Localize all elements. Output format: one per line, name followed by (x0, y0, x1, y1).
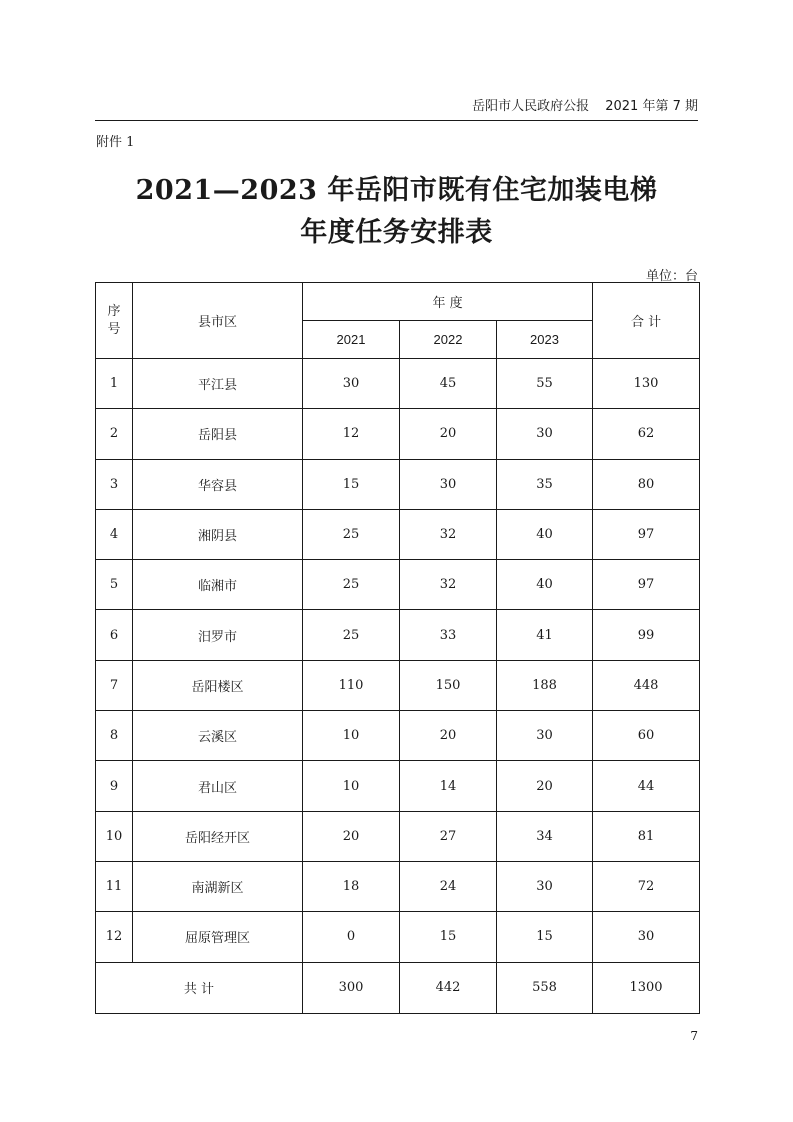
cell-2023: 30 (497, 861, 593, 911)
cell-2023: 188 (497, 660, 593, 710)
running-header (95, 98, 698, 121)
cell-2022: 14 (400, 761, 497, 811)
cell-2021: 25 (303, 560, 400, 610)
cell-seq: 11 (96, 861, 133, 911)
cell-total: 99 (593, 610, 700, 660)
cell-2021: 20 (303, 811, 400, 861)
cell-2021: 0 (303, 912, 400, 962)
publication-name: 岳阳市人民政府公报 (472, 99, 590, 114)
cell-county: 临湘市 (133, 560, 303, 610)
cell-2021: 15 (303, 459, 400, 509)
attachment-label: 附件 1 (96, 135, 135, 150)
cell-total: 62 (593, 409, 700, 459)
table-row (96, 610, 700, 660)
cell-2022: 150 (400, 660, 497, 710)
cell-2022: 24 (400, 861, 497, 911)
cell-2023: 41 (497, 610, 593, 660)
cell-seq: 10 (96, 811, 133, 861)
total-2023: 558 (497, 962, 593, 1013)
cell-seq: 3 (96, 459, 133, 509)
grand-total: 1300 (593, 962, 700, 1013)
cell-total: 44 (593, 761, 700, 811)
cell-2022: 32 (400, 509, 497, 559)
table-row (96, 811, 700, 861)
cell-2021: 110 (303, 660, 400, 710)
cell-total: 81 (593, 811, 700, 861)
cell-2021: 18 (303, 861, 400, 911)
cell-seq: 8 (96, 711, 133, 761)
cell-seq: 6 (96, 610, 133, 660)
header-year-2023: 2023 (497, 321, 593, 359)
cell-seq: 12 (96, 912, 133, 962)
cell-2021: 25 (303, 610, 400, 660)
document-title-line-1: 2021—2023 年岳阳市既有住宅加装电梯 (135, 175, 658, 206)
cell-county: 南湖新区 (133, 861, 303, 911)
cell-2022: 20 (400, 409, 497, 459)
cell-2023: 20 (497, 761, 593, 811)
table-row (96, 660, 700, 710)
cell-county: 岳阳楼区 (133, 660, 303, 710)
cell-county: 湘阴县 (133, 509, 303, 559)
table-header-row (96, 283, 700, 321)
cell-2023: 30 (497, 711, 593, 761)
cell-seq: 7 (96, 660, 133, 710)
cell-2023: 55 (497, 359, 593, 409)
task-table (95, 282, 700, 1014)
cell-total: 97 (593, 509, 700, 559)
header-year-group: 年 度 (303, 283, 593, 321)
cell-total: 130 (593, 359, 700, 409)
table-row (96, 912, 700, 962)
table-row (96, 359, 700, 409)
header-seq (96, 283, 133, 359)
cell-county: 华容县 (133, 459, 303, 509)
cell-county: 岳阳经开区 (133, 811, 303, 861)
cell-county: 岳阳县 (133, 409, 303, 459)
cell-total: 72 (593, 861, 700, 911)
cell-2021: 30 (303, 359, 400, 409)
issue-number: 2021 年第 7 期 (605, 99, 698, 114)
table-row (96, 761, 700, 811)
cell-2023: 40 (497, 560, 593, 610)
header-year-2022: 2022 (400, 321, 497, 359)
cell-2022: 32 (400, 560, 497, 610)
table-row (96, 509, 700, 559)
table-row (96, 409, 700, 459)
cell-2022: 33 (400, 610, 497, 660)
table-total-row (96, 962, 700, 1013)
total-label: 共 计 (96, 962, 303, 1013)
cell-2023: 34 (497, 811, 593, 861)
cell-total: 97 (593, 560, 700, 610)
cell-seq: 9 (96, 761, 133, 811)
document-title-line-2: 年度任务安排表 (300, 217, 493, 248)
cell-2023: 40 (497, 509, 593, 559)
cell-county: 君山区 (133, 761, 303, 811)
cell-county: 屈原管理区 (133, 912, 303, 962)
header-seq-label: 序号 (107, 303, 121, 337)
cell-2021: 10 (303, 711, 400, 761)
cell-2023: 30 (497, 409, 593, 459)
table-row (96, 560, 700, 610)
cell-seq: 2 (96, 409, 133, 459)
cell-seq: 5 (96, 560, 133, 610)
cell-2023: 15 (497, 912, 593, 962)
cell-2021: 10 (303, 761, 400, 811)
header-county: 县市区 (133, 283, 303, 359)
header-year-2021: 2021 (303, 321, 400, 359)
cell-2022: 20 (400, 711, 497, 761)
cell-seq: 4 (96, 509, 133, 559)
cell-2022: 45 (400, 359, 497, 409)
cell-county: 汨罗市 (133, 610, 303, 660)
cell-total: 60 (593, 711, 700, 761)
cell-2023: 35 (497, 459, 593, 509)
table-row (96, 459, 700, 509)
page-number: 7 (690, 1029, 698, 1043)
cell-2021: 25 (303, 509, 400, 559)
cell-total: 30 (593, 912, 700, 962)
total-2021: 300 (303, 962, 400, 1013)
cell-seq: 1 (96, 359, 133, 409)
table-row (96, 861, 700, 911)
cell-2021: 12 (303, 409, 400, 459)
total-2022: 442 (400, 962, 497, 1013)
cell-county: 云溪区 (133, 711, 303, 761)
unit-label: 单位：台 (645, 269, 698, 284)
cell-2022: 15 (400, 912, 497, 962)
table-row (96, 711, 700, 761)
cell-2022: 27 (400, 811, 497, 861)
cell-total: 448 (593, 660, 700, 710)
cell-county: 平江县 (133, 359, 303, 409)
header-total: 合 计 (593, 283, 700, 359)
cell-2022: 30 (400, 459, 497, 509)
cell-total: 80 (593, 459, 700, 509)
